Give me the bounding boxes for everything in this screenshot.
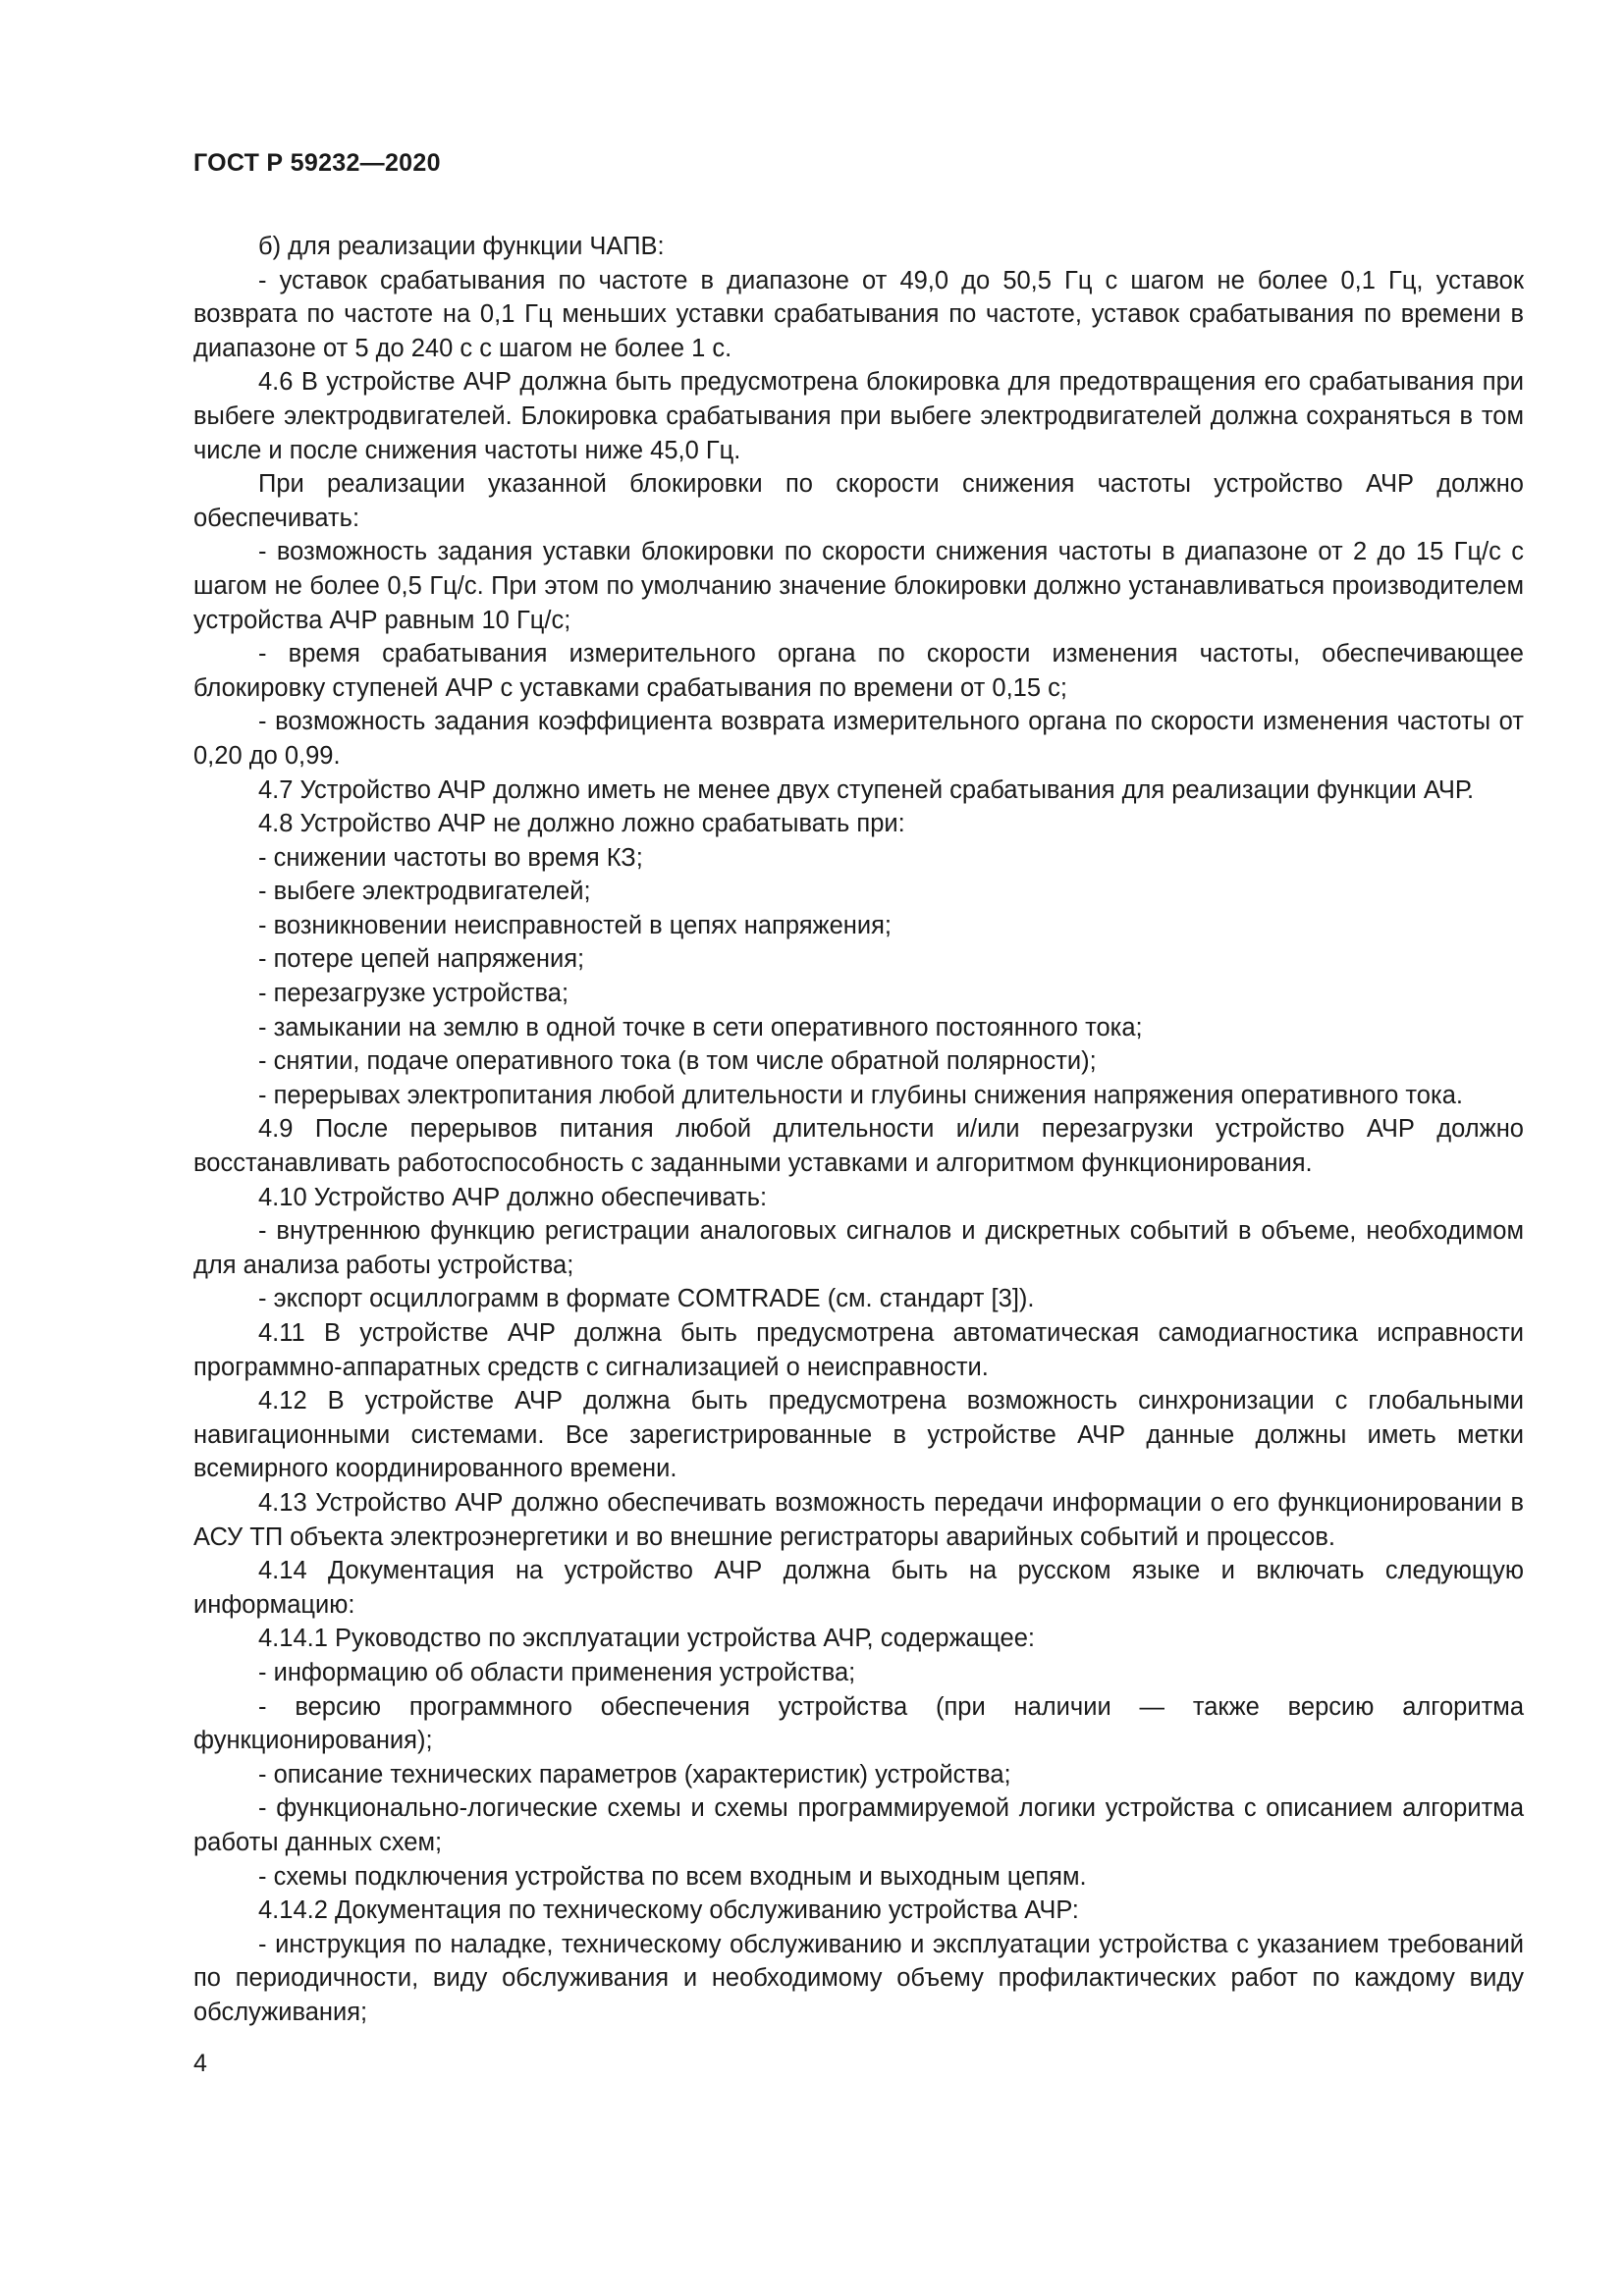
paragraph: 4.14.1 Руководство по эксплуатации устройства АЧР, содержащее: [258, 1625, 1035, 1653]
paragraph: - возможность задания коэффициента возврата измерительного органа по скорости изменения частоты от 0,20 до 0,99. [193, 708, 1524, 770]
paragraph: - выбеге электродвигателей; [258, 878, 591, 906]
paragraph: 4.6 В устройстве АЧР должна быть предусмотрена блокировка для предотвращения его срабатывания при выбеге электродвигателей. Блокировка срабатывания при выбеге электродвигателей должна сохраняться в том числе и после снижения частоты ниже 45,0 Гц. [193, 368, 1524, 464]
paragraph: 4.10 Устройство АЧР должно обеспечивать: [258, 1183, 768, 1211]
paragraph: - возникновении неисправностей в цепях напряжения; [258, 911, 892, 939]
paragraph: - возможность задания уставки блокировки по скорости снижения частоты в диапазоне от 2 до 15 Гц/с с шагом не более 0,5 Гц/с. При этом по умолчанию значение блокировки должно устанавливаться производителем устройства АЧР равным 10 Гц/с; [193, 538, 1524, 634]
paragraph: 4.11 В устройстве АЧР должна быть предусмотрена автоматическая самодиагностика исправности программно-аппаратных средств с сигнализацией о неисправности. [193, 1319, 1524, 1381]
paragraph: - снятии, подаче оперативного тока (в том числе обратной полярности); [258, 1047, 1097, 1076]
paragraph: При реализации указанной блокировки по скорости снижения частоты устройство АЧР должно обеспечивать: [193, 470, 1524, 532]
paragraph: 4.14.2 Документация по техническому обслуживанию устройства АЧР: [258, 1896, 1079, 1925]
paragraph: - схемы подключения устройства по всем входным и выходным цепям. [258, 1862, 1087, 1891]
paragraph: 4.12 В устройстве АЧР должна быть предусмотрена возможность синхронизации с глобальными навигационными системами. Все зарегистрированные в устройстве АЧР данные должны иметь метки всемирного координированного времени. [193, 1387, 1524, 1483]
paragraph: б) для реализации функции ЧАПВ: [258, 233, 665, 260]
document-body [193, 230, 1524, 2029]
document-header: ГОСТ Р 59232—2020 [193, 149, 441, 177]
paragraph: - потере цепей напряжения; [258, 945, 585, 974]
paragraph: - замыкании на землю в одной точке в сети оперативного постоянного тока; [258, 1013, 1143, 1041]
paragraph: - снижении частоты во время КЗ; [258, 843, 643, 872]
paragraph: 4.8 Устройство АЧР не должно ложно срабатывать при: [258, 810, 905, 838]
paragraph: 4.7 Устройство АЧР должно иметь не менее двух ступеней срабатывания для реализации функции АЧР. [258, 775, 1475, 804]
paragraph: - инструкция по наладке, техническому обслуживанию и эксплуатации устройства с указанием требований по периодичности, виду обслуживания и необходимому объему профилактических работ по каждому виду обслуживания; [193, 1930, 1524, 2026]
paragraph: - перерывах электропитания любой длительности и глубины снижения напряжения оперативного тока. [258, 1081, 1463, 1109]
paragraph: 4.14 Документация на устройство АЧР должна быть на русском языке и включать следующую информацию: [193, 1557, 1524, 1619]
paragraph: - описание технических параметров (характеристик) устройства; [258, 1760, 1011, 1789]
paragraph: - перезагрузке устройства; [258, 980, 569, 1008]
paragraph: 4.13 Устройство АЧР должно обеспечивать возможность передачи информации о его функционировании в АСУ ТП объекта электроэнергетики и во внешние регистраторы аварийных событий и процессов. [193, 1488, 1524, 1551]
paragraph: - внутреннюю функцию регистрации аналоговых сигналов и дискретных событий в объеме, необходимом для анализа работы устройства; [193, 1217, 1524, 1279]
paragraph: - время срабатывания измерительного органа по скорости изменения частоты, обеспечивающее блокировку ступеней АЧР с уставками срабатывания по времени от 0,15 с; [193, 640, 1524, 702]
page-number: 4 [193, 2050, 207, 2077]
paragraph: 4.9 После перерывов питания любой длительности и/или перезагрузки устройство АЧР должно восстанавливать работоспособность с заданными уставками и алгоритмом функционирования. [193, 1115, 1524, 1178]
paragraph: - экспорт осциллограмм в формате COMTRADE (см. стандарт [3]). [258, 1285, 1035, 1313]
paragraph: - функционально-логические схемы и схемы программируемой логики устройства с описанием алгоритма работы данных схем; [193, 1794, 1524, 1856]
paragraph: - версию программного обеспечения устройства (при наличии — также версию алгоритма функционирования); [193, 1692, 1524, 1755]
paragraph: - информацию об области применения устройства; [258, 1658, 856, 1686]
paragraph: - уставок срабатывания по частоте в диапазоне от 49,0 до 50,5 Гц с шагом не более 0,1 Гц, уставок возврата по частоте на 0,1 Гц меньших уставки срабатывания по частоте, уставок срабатывания по времени в диапазоне от 5 до 240 с с шагом не более 1 с. [193, 266, 1524, 362]
